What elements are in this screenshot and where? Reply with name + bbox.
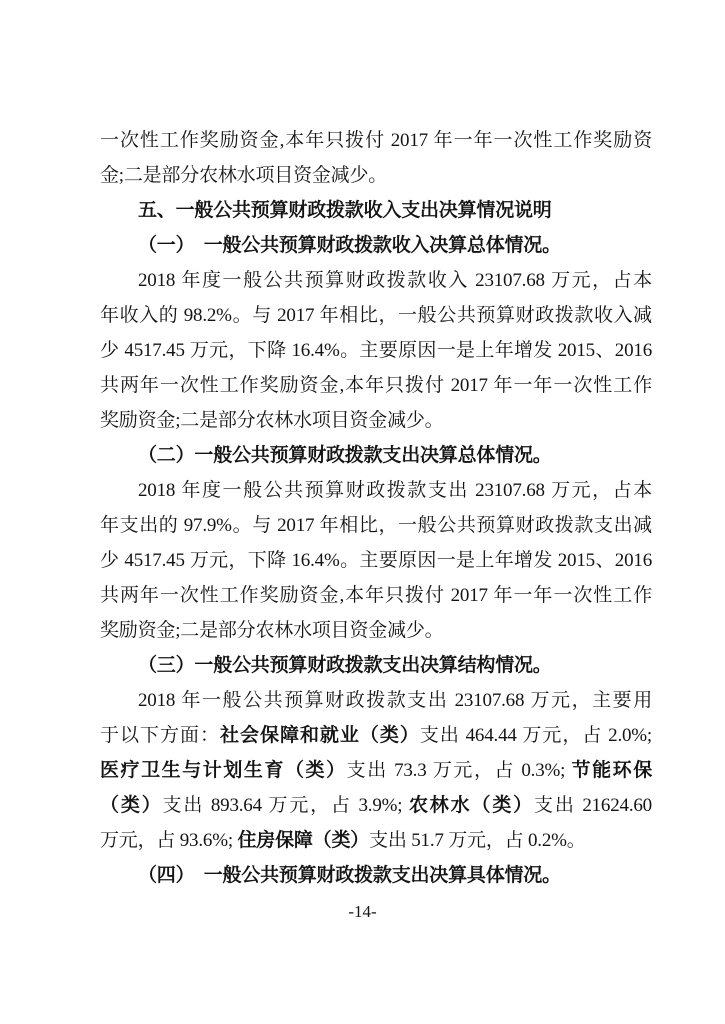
text-line: 共两年一次性工作奖励资金,本年只拨付 2017 年一年一次性工作 [100, 585, 652, 606]
section-heading: 五、一般公共预算财政拨款收入支出决算情况说明 [138, 200, 552, 221]
document-body [100, 123, 652, 893]
continued-paragraph [100, 123, 652, 193]
subsection-3-heading: （三）一般公共预算财政拨款支出决算结构情况。 [138, 655, 552, 676]
text-run: 万元，占 93.6%; [100, 830, 238, 851]
text-line [100, 823, 652, 858]
text-line: 少 4517.45 万元，下降 16.4%。主要原因一是上年增发 2015、2016 [100, 340, 652, 361]
text-run: 支出 893.64 万元，占 3.9%; [162, 795, 409, 816]
text-line: 2018 年度一般公共预算财政拨款收入 23107.68 万元，占本 [138, 270, 652, 291]
subsection-1-paragraph [100, 263, 652, 438]
text-run: 于以下方面： [100, 725, 220, 746]
text-line [100, 753, 652, 788]
text-line: 年收入的 98.2%。与 2017 年相比，一般公共预算财政拨款收入减 [100, 305, 652, 326]
text-run: 支出 51.7 万元，占 0.2%。 [369, 830, 586, 851]
bold-category-label: 住房保障（类） [237, 830, 370, 851]
text-line [100, 788, 652, 823]
subsection-4-heading: （四） 一般公共预算财政拨款支出决算具体情况。 [138, 865, 561, 886]
bold-category-label: 农林水（类） [408, 795, 535, 816]
text-run: 支出 21624.60 [534, 795, 652, 816]
text-line: 2018 年度一般公共预算财政拨款支出 23107.68 万元，占本 [138, 480, 652, 501]
bold-category-label: 社会保障和就业（类） [219, 725, 420, 746]
subsection-2-paragraph [100, 473, 652, 648]
text-line: 少 4517.45 万元，下降 16.4%。主要原因一是上年增发 2015、2016 [100, 550, 652, 571]
text-line: 年支出的 97.9%。与 2017 年相比，一般公共预算财政拨款支出减 [100, 515, 652, 536]
bold-category-label: 医疗卫生与计划生育（类） [100, 760, 347, 781]
page-footer [0, 901, 725, 923]
text-run: 支出 73.3 万元，占 0.3%; [346, 760, 572, 781]
page-number: -14- [348, 902, 377, 921]
subsection-3-paragraph [100, 683, 652, 858]
bold-category-label: 节能环保 [571, 760, 652, 781]
text-line [100, 718, 652, 753]
text-line: 共两年一次性工作奖励资金,本年只拨付 2017 年一年一次性工作 [100, 375, 652, 396]
text-line: 一次性工作奖励资金,本年只拨付 2017 年一年一次性工作奖励资 [100, 130, 652, 151]
text-run: 支出 464.44 万元，占 2.0%; [419, 725, 652, 746]
text-line: 2018 年一般公共预算财政拨款支出 23107.68 万元，主要用 [138, 690, 652, 711]
bold-category-label: （类） [100, 795, 163, 816]
subsection-2-heading: （二）一般公共预算财政拨款支出决算总体情况。 [138, 445, 552, 466]
text-line: 奖励资金;二是部分农林水项目资金减少。 [100, 410, 444, 431]
text-line: 奖励资金;二是部分农林水项目资金减少。 [100, 620, 444, 641]
text-line: 金;二是部分农林水项目资金减少。 [100, 165, 388, 186]
subsection-1-heading: （一） 一般公共预算财政拨款收入决算总体情况。 [138, 235, 561, 256]
